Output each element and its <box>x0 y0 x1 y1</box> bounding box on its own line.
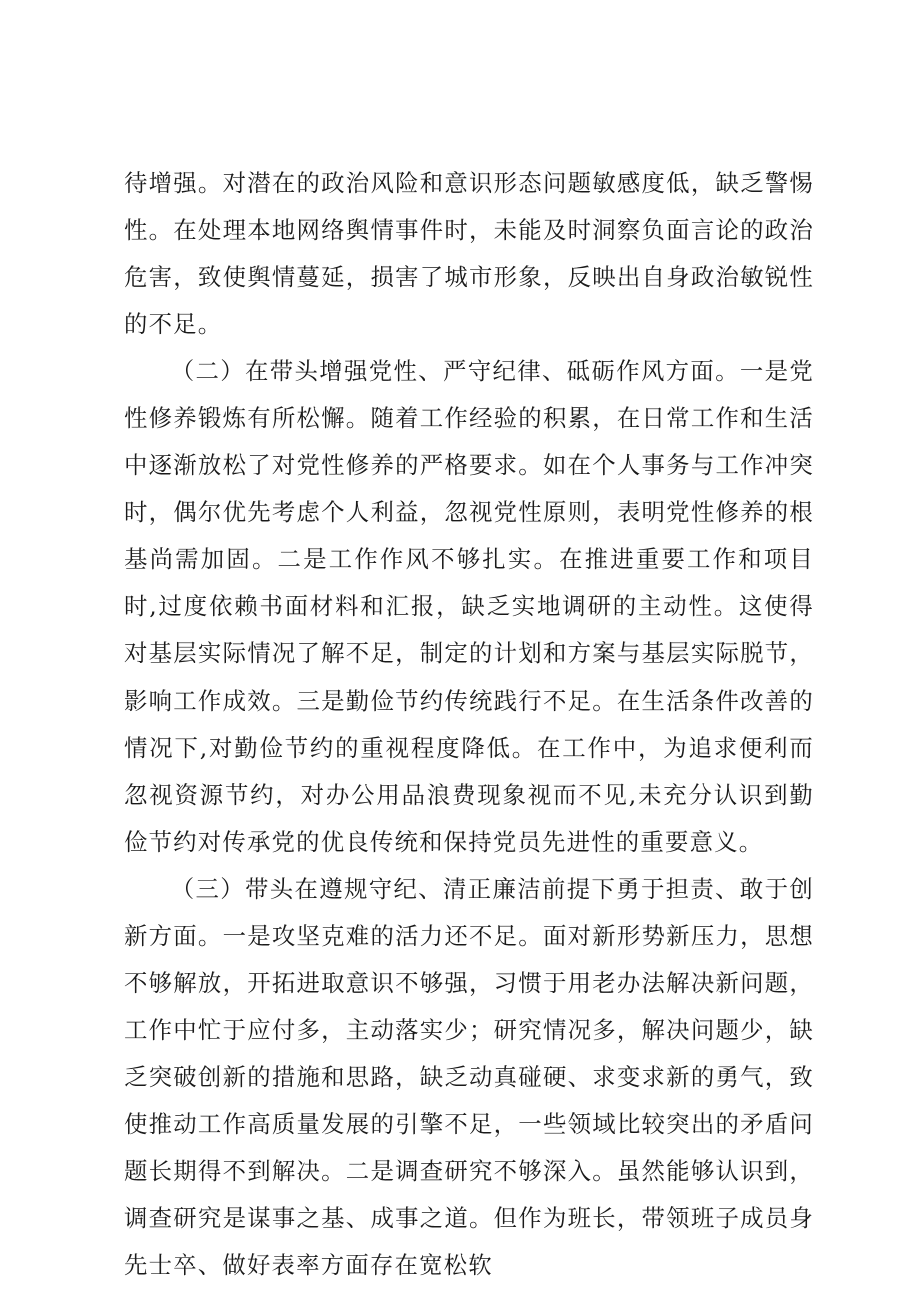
document-body <box>124 160 814 1289</box>
paragraph-political-sensitivity: 待增强。对潜在的政治风险和意识形态问题敏感度低，缺乏警惕性。在处理本地网络舆情事件时，未能及时洞察负面言论的政治危害，致使舆情蔓延，损害了城市形象，反映出自身政治敏锐性的不足。 <box>124 169 814 339</box>
paragraph-party-spirit-discipline: （二）在带头增强党性、严守纪律、砥砺作风方面。一是党性修养锻炼有所松懈。随着工作经验的积累，在日常工作和生活中逐渐放松了对党性修养的严格要求。如在个人事务与工作冲突时，偶尔优先考虑个人利益，忽视党性原则，表明党性修养的根基尚需加固。二是工作作风不够扎实。在推进重要工作和项目时,过度依赖书面材料和汇报，缺乏实地调研的主动性。这使得对基层实际情况了解不足，制定的计划和方案与基层实际脱节，影响工作成效。三是勤俭节约传统践行不足。在生活条件改善的情况下,对勤俭节约的重视程度降低。在工作中，为追求便利而忽视资源节约，对办公用品浪费现象视而不见,未充分认识到勤俭节约对传承党的优良传统和保持党员先进性的重要意义。 <box>124 357 814 856</box>
paragraph-responsibility-innovation: （三）带头在遵规守纪、清正廉洁前提下勇于担责、敢于创新方面。一是攻坚克难的活力还不足。面对新形势新压力，思想不够解放，开拓进取意识不够强，习惯于用老办法解决新问题，工作中忙于应付多，主动落实少；研究情况多，解决问题少，缺乏突破创新的措施和思路，缺乏动真碰硬、求变求新的勇气，致使推动工作高质量发展的引擎不足，一些领域比较突出的矛盾问题长期得不到解决。二是调查研究不够深入。虽然能够认识到，调查研究是谋事之基、成事之道。但作为班长，带领班子成员身先士卒、做好表率方面存在宽松软 <box>124 874 814 1280</box>
